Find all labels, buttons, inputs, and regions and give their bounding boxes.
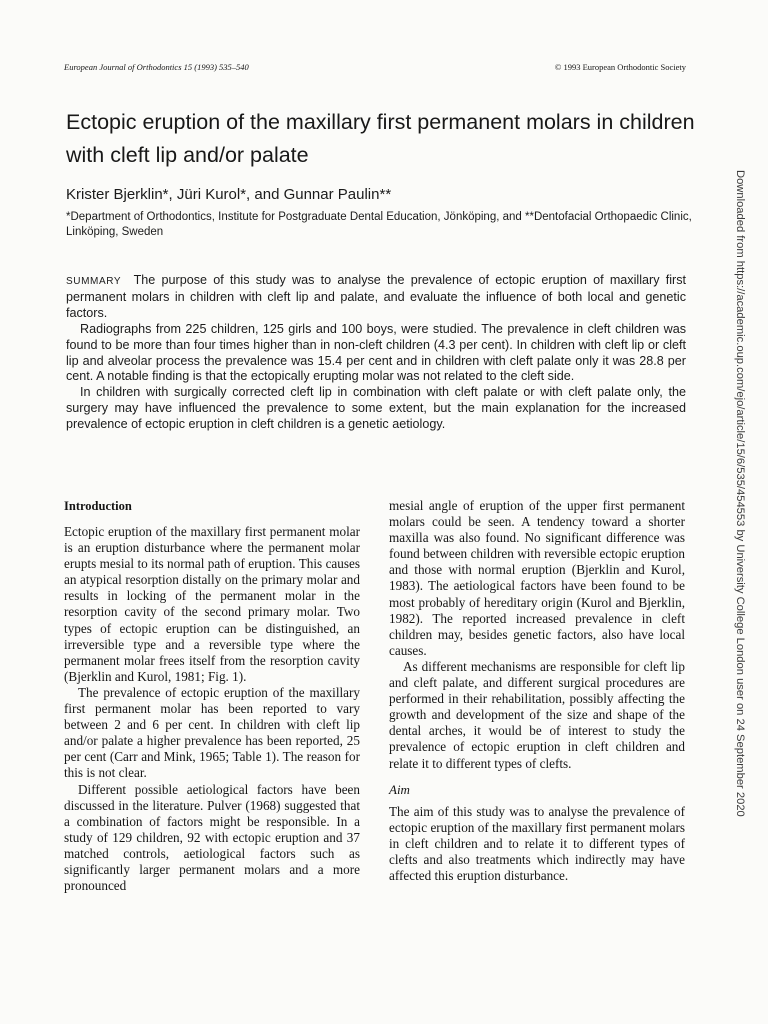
download-watermark-text: Downloaded from https://academic.oup.com/ejo/article/15/6/535/454553 by University College London user on 24 September 2020 xyxy=(734,170,746,817)
summary-paragraph-1 xyxy=(66,273,686,322)
summary-paragraph-2: Radiographs from 225 children, 125 girls and 100 boys, were studied. The prevalence in cleft children was found to be more than four times higher than in non-cleft children (4.3 per cent). In children with cleft lip or cleft lip and alveolar process the prevalence was 15.4 per cent and in children with cleft palate only it was 28.8 per cent. A notable finding is that the ectopically erupting molar was not related to the cleft side. xyxy=(66,321,686,384)
intro-paragraph-4: mesial angle of eruption of the upper first permanent molars could be seen. A tendency toward a shorter maxilla was also found. No significant difference was found between children with reversible ectopic eruption and those with normal eruption (Bjerklin and Kurol, 1983). The aetiological factors have been found to be most probably of hereditary origin (Kurol and Bjerklin, 1982). The reported increased prevalence in cleft children may, besides genetic factors, also have local causes. xyxy=(389,498,685,658)
author-affiliation: *Department of Orthodontics, Institute for Postgraduate Dental Education, Jönköping, and **Dentofacial Orthopaedic Clinic, Linköping, Sweden xyxy=(66,211,692,238)
summary-paragraph-3: In children with surgically corrected cleft lip in combination with cleft palate or with cleft palate only, the surgery may have influenced the prevalence to some extent, but the main explanation for the increased prevalence of ectopic eruption in cleft children is a genetic aetiology. xyxy=(66,385,686,432)
download-watermark xyxy=(732,170,750,817)
introduction-heading: Introduction xyxy=(64,499,132,513)
summary-section xyxy=(66,273,686,433)
summary-label: SUMMARY xyxy=(66,276,122,287)
intro-paragraph-2: The prevalence of ectopic eruption of the maxillary first permanent molar has been reported to vary between 2 and 6 per cent. In children with cleft lip and/or palate a higher prevalence has been reported, 25 per cent (Carr and Mink, 1965; Table 1). The reason for this is not clear. xyxy=(64,684,360,781)
aim-paragraph: The aim of this study was to analyse the prevalence of ectopic eruption of the maxillary first permanent molars in cleft children and to relate it to different types of clefts and also treatments which indirectly may have affected this eruption disturbance. xyxy=(389,803,685,883)
article-title: Ectopic eruption of the maxillary first permanent molars in children with cleft lip and/or palate xyxy=(66,110,695,167)
summary-text-1: The purpose of this study was to analyse the prevalence of ectopic eruption of maxillary first permanent molars in children with cleft lip and palate, and evaluate the influence of both local and genetic factors. xyxy=(66,273,686,320)
copyright-notice: © 1993 European Orthodontic Society xyxy=(554,62,686,72)
intro-paragraph-3: Different possible aetiological factors have been discussed in the literature. Pulver (1968) suggested that a combination of factors might be responsible. In a study of 129 children, 92 with ectopic eruption and 37 matched controls, aetiological factors such as significantly larger permanent molars and a more pronounced xyxy=(64,781,360,894)
right-column xyxy=(389,498,685,884)
journal-citation: European Journal of Orthodontics 15 (1993) 535–540 xyxy=(64,62,249,72)
left-column xyxy=(64,498,360,894)
author-list: Krister Bjerklin*, Jüri Kurol*, and Gunnar Paulin** xyxy=(66,186,392,203)
intro-paragraph-5: As different mechanisms are responsible for cleft lip and cleft palate, and different surgical procedures are performed in their rehabilitation, possibly affecting the growth and development of the size and shape of the dental arches, it would be of interest to study the prevalence of ectopic eruption in cleft children and relate it to different types of clefts. xyxy=(389,658,685,771)
aim-heading: Aim xyxy=(389,781,410,797)
intro-paragraph-1: Ectopic eruption of the maxillary first permanent molar is an eruption disturbance where the permanent molar erupts mesial to its normal path of eruption. This causes an atypical resorption distally on the primary molar and results in locking of the permanent molar in the resorption cavity of the second primary molar. Two types of ectopic eruption can be distinguished, an irreversible type and a reversible type where the permanent molar frees itself from the resorption cavity (Bjerklin and Kurol, 1981; Fig. 1). xyxy=(64,524,360,684)
